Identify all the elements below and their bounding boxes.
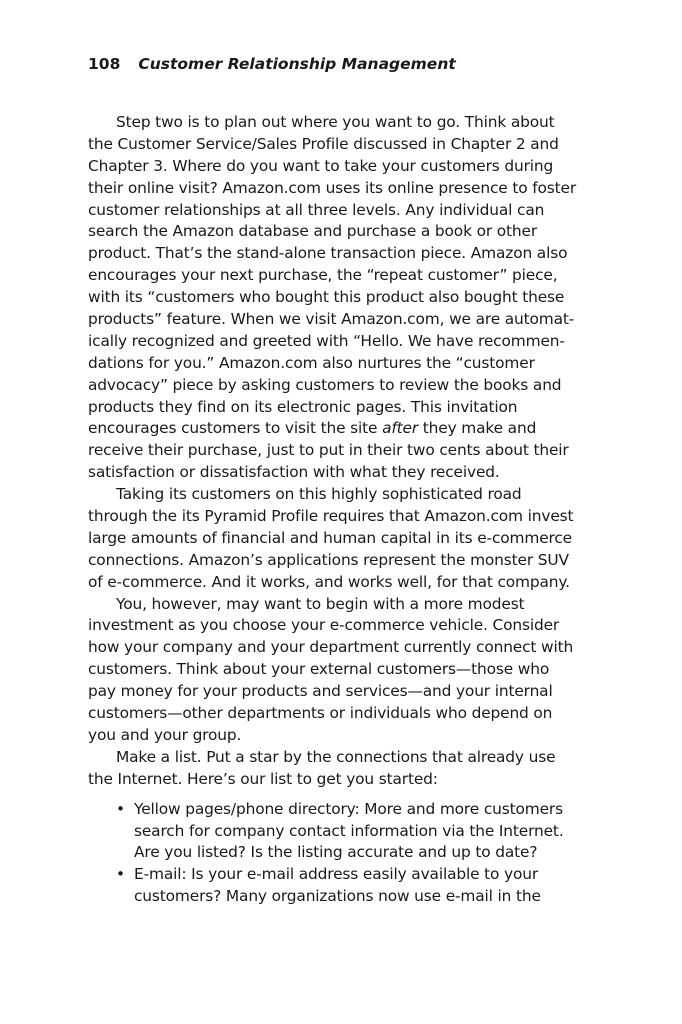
text-line: connections. Amazon’s applications represent the monster SUV: [88, 550, 569, 569]
text-line: with its “customers who bought this product also bought these: [88, 288, 565, 307]
bullet-list: [88, 799, 608, 908]
text-line: through the its Pyramid Profile requires that Amazon.com invest: [88, 507, 574, 526]
text-run: encourages customers to visit the site: [88, 419, 383, 438]
text-line: large amounts of financial and human capital in its e-commerce: [88, 528, 573, 547]
text-run: they make and: [418, 419, 537, 438]
emphasis-text: after: [382, 419, 419, 438]
list-item: [88, 864, 608, 908]
bullet-marker: •: [116, 865, 125, 884]
text-line: Taking its customers on this highly sophisticated road: [116, 485, 522, 504]
paragraph: [88, 484, 608, 593]
running-head: [88, 53, 456, 75]
list-item: [88, 799, 608, 865]
text-line: search for company contact information via the Internet.: [134, 821, 564, 840]
text-line: [88, 864, 608, 886]
text-line: customers—other departments or individuals who depend on: [88, 704, 553, 723]
bullet-marker: •: [116, 799, 125, 818]
paragraph: [88, 112, 608, 484]
text-line: pay money for your products and services—and your internal: [88, 682, 553, 701]
paragraph: [88, 594, 608, 747]
text-line: you and your group.: [88, 725, 242, 744]
chapter-title: Customer Relationship Management: [138, 55, 456, 73]
text-line: Are you listed? Is the listing accurate and up to date?: [134, 843, 538, 862]
text-line: Chapter 3. Where do you want to take your customers during: [88, 156, 554, 175]
text-line: dations for you.” Amazon.com also nurtures the “customer: [88, 353, 535, 372]
body-text: [88, 112, 608, 908]
text-line: the Customer Service/Sales Profile discussed in Chapter 2 and: [88, 134, 559, 153]
text-line: Make a list. Put a star by the connections that already use: [116, 747, 556, 766]
paragraph: [88, 747, 608, 791]
text-line: You, however, may want to begin with a more modest: [116, 594, 525, 613]
text-line: of e-commerce. And it works, and works well, for that company.: [88, 572, 570, 591]
text-line: customers? Many organizations now use e-mail in the: [134, 887, 541, 906]
page-number: 108: [88, 55, 121, 73]
text-line: customer relationships at all three levels. Any individual can: [88, 200, 545, 219]
text-line: their online visit? Amazon.com uses its online presence to foster: [88, 178, 577, 197]
text-line: satisfaction or dissatisfaction with what they received.: [88, 463, 500, 482]
text-line: investment as you choose your e-commerce vehicle. Consider: [88, 616, 560, 635]
text-line: products they find on its electronic pages. This invitation: [88, 397, 518, 416]
text-run: Yellow pages/phone directory: More and more customers: [134, 799, 563, 818]
text-line: receive their purchase, just to put in their two cents about their: [88, 441, 569, 460]
text-line: [88, 418, 608, 440]
text-line: how your company and your department currently connect with: [88, 638, 574, 657]
text-run: E-mail: Is your e-mail address easily available to your: [134, 865, 539, 884]
text-line: advocacy” piece by asking customers to review the books and: [88, 375, 562, 394]
text-line: encourages your next purchase, the “repeat customer” piece,: [88, 266, 558, 285]
text-line: the Internet. Here’s our list to get you started:: [88, 769, 438, 788]
text-line: customers. Think about your external customers—those who: [88, 660, 550, 679]
text-line: search the Amazon database and purchase a book or other: [88, 222, 538, 241]
text-line: product. That’s the stand-alone transaction piece. Amazon also: [88, 244, 568, 263]
text-line: ically recognized and greeted with “Hello. We have recommen-: [88, 331, 565, 350]
text-line: Step two is to plan out where you want to go. Think about: [116, 113, 555, 131]
text-line: products” feature. When we visit Amazon.com, we are automat-: [88, 310, 575, 329]
text-line: [88, 799, 608, 821]
